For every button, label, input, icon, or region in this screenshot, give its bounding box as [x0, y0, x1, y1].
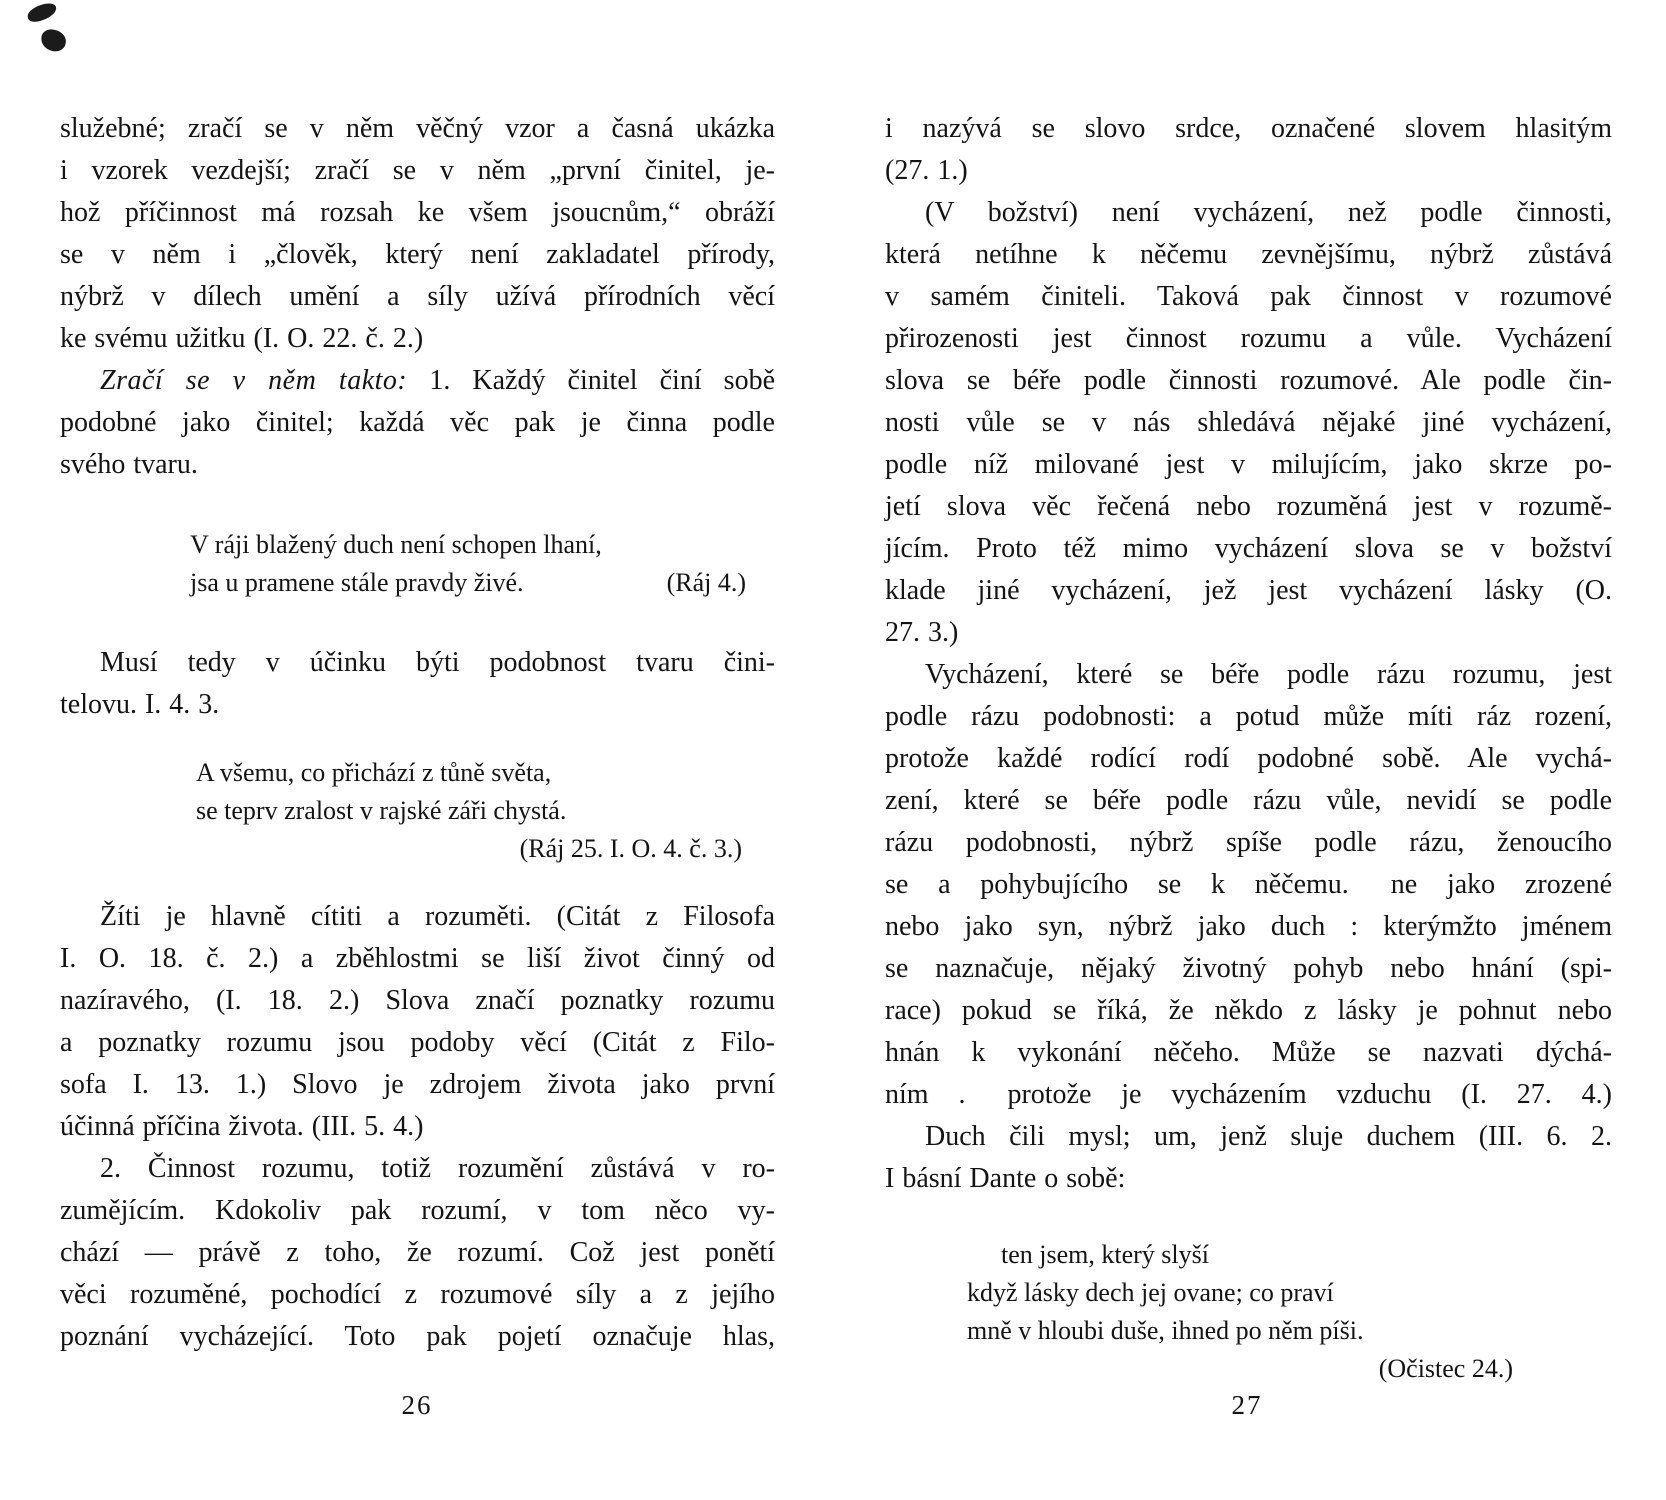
text-line: Duch čili mysl; um, jenž sluje duchem (III. 6. 2. [925, 1121, 1612, 1152]
paragraph [60, 360, 775, 486]
text-line: přirozenosti jest činnost rozumu a vůle. Vycházení [885, 323, 1612, 354]
paragraph [885, 108, 1612, 192]
text-line: Zračí se v něm takto: 1. Každý činitel činí sobě [100, 365, 776, 396]
text-line: hnán k vykonání něčeho. Může se nazvati dýchá- [885, 1037, 1612, 1068]
ink-smudge-mark [39, 27, 68, 53]
text-line: svého tvaru. [60, 449, 198, 480]
text-line: nýbrž v dílech umění a síly užívá přírodních věcí [60, 281, 775, 312]
text-line: jícím. Proto též mimo vycházení slova se v božství [885, 533, 1612, 564]
text-line: jetí slova věc řečená nebo rozuměná jest v rozumě- [885, 491, 1612, 522]
text-line: (27. 1.) [885, 155, 968, 186]
text-line: sofa I. 13. 1.) Slovo je zdrojem života jako první [60, 1069, 775, 1100]
paragraph [885, 1116, 1612, 1200]
page-number-right: 27 [1231, 1390, 1263, 1420]
text-line: podobné jako činitel; každá věc pak je činna podle [60, 407, 775, 438]
text-line: i nazývá se slovo srdce, označené slovem hlasitým [885, 113, 1612, 144]
ink-smudge-mark [25, 1, 58, 25]
text-line: I. O. 18. č. 2.) a zběhlostmi se liší život činný od [60, 943, 775, 974]
text-line: nazíravého, (I. 18. 2.) Slova značí poznatky rozumu [60, 985, 775, 1016]
paragraph [885, 192, 1612, 654]
text-line: ním . protože je vycházením vzduchu (I. 27. 4.) [885, 1079, 1612, 1110]
text-line: jsa u pramene stále pravdy živé. (Ráj 4.) [190, 564, 746, 602]
text-line: chází — právě z toho, že rozumí. Což jest ponětí [60, 1237, 775, 1268]
text-line: I básní Dante o sobě: [885, 1163, 1126, 1194]
text-line: když lásky dech jej ovane; co praví [967, 1278, 1334, 1307]
verse-block [196, 754, 742, 868]
text-line: Žíti je hlavně cítiti a rozuměti. (Citát z Filosofa [100, 901, 775, 932]
text-line: a poznatky rozumu jsou podoby věcí (Citát z Filo- [60, 1027, 775, 1058]
paragraph [60, 642, 775, 726]
text-line: rázu podobnosti, nýbrž spíše podle rázu, ženoucího [885, 827, 1612, 858]
text-line: se a pohybujícího se k něčemu. ne jako zrozené [885, 869, 1612, 900]
text-line: mně v hloubi duše, ihned po něm píši. [967, 1316, 1364, 1345]
text-line: slova se béře podle činnosti rozumové. Ale podle čin- [885, 365, 1612, 396]
page-27-text-column [885, 108, 1612, 1388]
paragraph [885, 654, 1612, 1116]
text-line: (Očistec 24.) [1378, 1354, 1513, 1383]
text-line: podle níž milované jest v milujícím, jako skrze po- [885, 449, 1612, 480]
text-line: ke svému užitku (I. O. 22. č. 2.) [60, 323, 424, 354]
verse-block [967, 1236, 1513, 1388]
verse-block [190, 526, 746, 602]
text-line: se naznačuje, nějaký životný pohyb nebo hnání (spi- [885, 953, 1612, 984]
text-line: služebné; zračí se v něm věčný vzor a časná ukázka [60, 113, 775, 144]
text-line: protože každé rodící rodí podobné sobě. Ale vychá- [885, 743, 1612, 774]
verse-citation: (Ráj 4.) [666, 568, 746, 597]
text-line: zení, které se béře podle rázu vůle, nevidí se podle [885, 785, 1612, 816]
text-line: klade jiné vycházení, jež jest vycházení lásky (O. [885, 575, 1612, 606]
text-line: nebo jako syn, nýbrž jako duch : kterýmžto jménem [885, 911, 1612, 942]
text-line: zumějícím. Kdokoliv pak rozumí, v tom něco vy- [60, 1195, 775, 1226]
text-line: Vycházení, které se béře podle rázu rozumu, jest [925, 659, 1612, 690]
text-line: 27. 3.) [885, 617, 959, 648]
text-line: ten jsem, který slyší [1001, 1240, 1209, 1269]
text-line: podle rázu podobnosti: a potud může míti ráz rození, [885, 701, 1612, 732]
text-line: 2. Činnost rozumu, totiž rozumění zůstává v ro- [100, 1153, 775, 1184]
text-line: v samém činiteli. Taková pak činnost v rozumové [885, 281, 1612, 312]
page-number-left: 26 [401, 1390, 433, 1420]
paragraph [60, 1148, 775, 1358]
paragraph [60, 108, 775, 360]
italic-lead-in: Zračí se v něm takto: [100, 365, 408, 396]
text-line: (V božství) není vycházení, než podle činnosti, [925, 197, 1612, 228]
text-line: která netíhne k něčemu zevnějšímu, nýbrž zůstává [885, 239, 1612, 270]
text-line: hož příčinnost má rozsah ke všem jsoucnům,“ obráží [60, 197, 775, 228]
text-line: poznání vycházející. Toto pak pojetí označuje hlas, [60, 1321, 775, 1352]
text-line: nosti vůle se v nás shledává nějaké jiné vycházení, [885, 407, 1612, 438]
text-line: race) pokud se říká, že někdo z lásky je pohnut nebo [885, 995, 1612, 1026]
text-line: se v něm i „člověk, který není zakladatel přírody, [60, 239, 775, 270]
text-line: V ráji blažený duch není schopen lhaní, [190, 530, 602, 559]
text-line: A všemu, co přichází z tůně světa, [196, 758, 552, 787]
text-line: věci rozuměné, pochodící z rozumové síly a z jejího [60, 1279, 775, 1310]
text-line: se teprv zralost v rajské záři chystá. [196, 796, 567, 825]
text-line: telovu. I. 4. 3. [60, 689, 220, 720]
paragraph [60, 896, 775, 1148]
text-line: (Ráj 25. I. O. 4. č. 3.) [519, 834, 742, 863]
text-line: i vzorek vezdejší; zračí se v něm „první činitel, je- [60, 155, 775, 186]
text-line: účinná příčina života. (III. 5. 4.) [60, 1111, 424, 1142]
text-line: Musí tedy v účinku býti podobnost tvaru čini- [100, 647, 775, 678]
page-26-text-column [60, 108, 775, 1358]
